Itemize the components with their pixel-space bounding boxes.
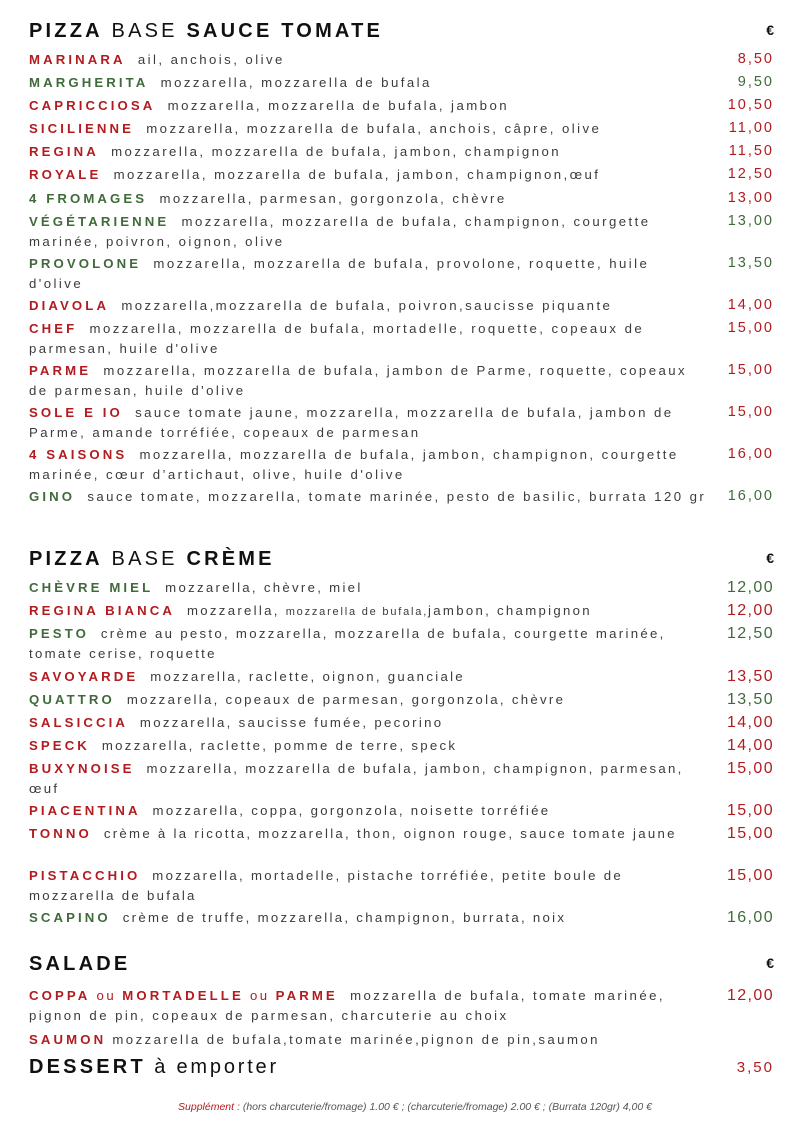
menu-item-buxynoise <box>29 759 774 798</box>
menu-item-salsiccia <box>29 713 774 733</box>
item-description: mozzarella, raclette, oignon, guanciale <box>150 669 465 684</box>
menu-item-pistacchio <box>29 866 774 905</box>
supplement-note <box>0 1101 800 1113</box>
item-text <box>29 690 709 710</box>
item-description: mozzarella, mortadelle, pistache torréfiée, petite boule de mozzarella de bufala <box>29 868 623 903</box>
item-text <box>29 824 709 844</box>
item-name: GINO <box>29 489 76 504</box>
item-name: VÉGÉTARIENNE <box>29 214 170 229</box>
menu-item-margherita <box>29 73 774 93</box>
item-price: 16,00 <box>727 488 774 504</box>
item-name: REGINA BIANCA <box>29 603 176 618</box>
item-description: mozzarella, saucisse fumée, pecorino <box>139 715 444 730</box>
item-text <box>29 759 709 798</box>
item-price: 16,00 <box>727 446 774 462</box>
item-name: PARME <box>29 363 92 378</box>
menu-item-4-saisons <box>29 445 774 484</box>
item-price: 15,00 <box>726 867 774 884</box>
menu-item-capricciosa <box>29 96 774 116</box>
item-text <box>29 578 709 598</box>
item-text <box>29 189 709 209</box>
item-price: 11,50 <box>728 143 774 159</box>
item-text <box>29 254 709 293</box>
title-pizza: PIZZA <box>29 548 103 570</box>
item-price: 12,00 <box>726 987 774 1004</box>
dessert-title-bold: DESSERT <box>29 1056 146 1078</box>
title-pizza: PIZZA <box>29 20 103 42</box>
menu-item-pesto <box>29 624 774 663</box>
menu-item-sicilienne <box>29 119 774 139</box>
item-text <box>29 908 709 928</box>
item-text <box>29 73 709 93</box>
item-price: 15,00 <box>726 760 774 777</box>
item-name: BUXYNOISE <box>29 761 135 776</box>
menu-item-4-fromages <box>29 189 774 209</box>
menu-item-piacentina <box>29 801 774 821</box>
item-price: 15,00 <box>726 825 774 842</box>
menu-item-chef <box>29 319 774 358</box>
item-text <box>29 1030 729 1050</box>
item-price: 13,50 <box>726 668 774 685</box>
item-text <box>29 319 709 358</box>
item-description: mozzarella, mozzarella de bufala, champignon, courgette marinée, poivron, oignon, olive <box>29 214 651 249</box>
item-description: sauce tomate jaune, mozzarella, mozzarella de bufala, jambon de Parme, amande torréfiée, copeaux de parmesan <box>29 405 674 440</box>
item-name: MORTADELLE <box>122 988 244 1003</box>
menu-item-provolone <box>29 254 774 293</box>
item-text <box>29 801 709 821</box>
dessert-row <box>29 1056 774 1079</box>
item-text <box>29 667 709 687</box>
item-name: CAPRICCIOSA <box>29 98 156 113</box>
title-base: BASE <box>111 548 178 570</box>
section-header-tomate <box>29 20 774 43</box>
item-description: mozzarella, mozzarella de bufala <box>160 75 432 90</box>
item-description: mozzarella, mozzarella de bufala, jambon de Parme, roquette, copeaux de parmesan, huile d'olive <box>29 363 688 398</box>
item-text <box>29 624 709 663</box>
menu-item-parme <box>29 361 774 400</box>
item-name: PISTACCHIO <box>29 868 141 883</box>
item-text <box>29 986 709 1025</box>
item-price: 10,50 <box>727 97 774 113</box>
item-text <box>29 361 709 400</box>
item-name: MARGHERITA <box>29 75 149 90</box>
item-name: SICILIENNE <box>29 121 135 136</box>
item-text <box>29 866 709 905</box>
item-name: PESTO <box>29 626 89 641</box>
item-text <box>29 50 709 70</box>
item-price: 9,50 <box>737 74 774 90</box>
item-price: 14,00 <box>726 737 774 754</box>
item-text <box>29 736 709 756</box>
item-name: SAUMON <box>29 1032 107 1047</box>
section-title <box>29 20 383 43</box>
section-header-creme <box>29 548 774 571</box>
menu-item-speck <box>29 736 774 756</box>
item-description: ail, anchois, olive <box>137 52 285 67</box>
menu-item-gino <box>29 487 774 507</box>
menu-item-salade-charcuterie <box>29 986 774 1025</box>
item-description: mozzarella de bufala,tomate marinée,pignon de pin,saumon <box>112 1032 600 1047</box>
item-description: mozzarella, mozzarella de bufala, anchois, câpre, olive <box>146 121 602 136</box>
item-description: mozzarella, mozzarella de bufala, jambon, champignon,œuf <box>113 167 601 182</box>
section-title <box>29 953 130 976</box>
item-text <box>29 296 709 316</box>
currency-label: € <box>766 550 774 566</box>
item-text <box>29 403 709 442</box>
item-name: TONNO <box>29 826 92 841</box>
item-text <box>29 601 709 623</box>
item-name: 4 SAISONS <box>29 447 128 462</box>
item-name: ROYALE <box>29 167 102 182</box>
section-title <box>29 548 275 571</box>
item-name: SCAPINO <box>29 910 111 925</box>
item-price: 14,00 <box>727 297 774 313</box>
item-text <box>29 445 709 484</box>
item-text <box>29 212 709 251</box>
title-creme: CRÈME <box>186 548 275 570</box>
dessert-price: 3,50 <box>736 1059 774 1076</box>
currency-label: € <box>766 955 774 971</box>
menu-item-saumon <box>29 1030 774 1050</box>
item-price: 12,50 <box>727 166 774 182</box>
item-description: mozzarella, mozzarella de bufala, provolone, roquette, huile d'olive <box>29 256 650 291</box>
item-price: 12,00 <box>726 579 774 596</box>
menu-item-quattro <box>29 690 774 710</box>
item-price: 16,00 <box>726 909 774 926</box>
item-text <box>29 487 709 507</box>
title-base: BASE <box>111 20 178 42</box>
item-price: 8,50 <box>737 51 774 67</box>
item-description: mozzarella, mozzarella de bufala, jambon, champignon <box>111 144 562 159</box>
menu-item-regina <box>29 142 774 162</box>
item-price: 13,50 <box>726 691 774 708</box>
item-name: COPPA <box>29 988 91 1003</box>
item-price: 15,00 <box>727 404 774 420</box>
item-name: MARINARA <box>29 52 126 67</box>
item-name: 4 FROMAGES <box>29 191 148 206</box>
item-name: REGINA <box>29 144 99 159</box>
currency-label: € <box>766 22 774 38</box>
item-description: mozzarella, raclette, pomme de terre, speck <box>101 738 458 753</box>
supplement-label: Supplément : <box>178 1101 240 1113</box>
menu-item-chevre-miel <box>29 578 774 598</box>
menu-item-scapino <box>29 908 774 928</box>
item-description: crème de truffe, mozzarella, champignon, burrata, noix <box>122 910 567 925</box>
item-name-connector: ou <box>96 988 117 1003</box>
item-name: PIACENTINA <box>29 803 141 818</box>
dessert-title <box>29 1056 279 1079</box>
item-price: 11,00 <box>728 120 774 136</box>
item-description: mozzarella de bufala, tomate marinée, pignon de pin, copeaux de parmesan, charcuterie au choix <box>29 988 666 1023</box>
item-name: CHEF <box>29 321 78 336</box>
item-price: 14,00 <box>726 714 774 731</box>
item-name: PARME <box>275 988 338 1003</box>
item-description: crème au pesto, mozzarella, mozzarella de bufala, courgette marinée, tomate cerise, roquette <box>29 626 666 661</box>
item-price: 13,00 <box>727 213 774 229</box>
item-description: sauce tomate, mozzarella, tomate marinée, pesto de basilic, burrata 120 gr <box>87 489 707 504</box>
title-salade: SALADE <box>29 953 131 975</box>
menu-item-savoyarde <box>29 667 774 687</box>
item-text <box>29 96 709 116</box>
item-description-small: mozzarella de bufala, <box>285 606 429 618</box>
item-text <box>29 165 709 185</box>
item-description: mozzarella, mozzarella de bufala, jambon, champignon, parmesan, œuf <box>29 761 684 796</box>
item-text <box>29 713 709 733</box>
item-description: crème à la ricotta, mozzarella, thon, oignon rouge, sauce tomate jaune <box>103 826 677 841</box>
item-name: QUATTRO <box>29 692 115 707</box>
item-description: mozzarella, parmesan, gorgonzola, chèvre <box>159 191 507 206</box>
item-name-connector: ou <box>249 988 270 1003</box>
item-price: 15,00 <box>727 320 774 336</box>
item-description: mozzarella, mozzarella de bufala, mortadelle, roquette, copeaux de parmesan, huile d'olive <box>29 321 645 356</box>
supplement-text: (hors charcuterie/fromage) 1.00 € ; (charcuterie/fromage) 2.00 € ; (Burrata 120gr) 4,00 € <box>239 1101 652 1113</box>
item-price: 13,00 <box>727 190 774 206</box>
section-header-salade <box>29 953 774 976</box>
item-price: 13,50 <box>727 255 774 271</box>
item-price: 15,00 <box>726 802 774 819</box>
menu-item-marinara <box>29 50 774 70</box>
title-sauce-tomate: SAUCE TOMATE <box>186 20 384 42</box>
item-description: mozzarella, chèvre, miel <box>165 580 363 595</box>
item-name: SPECK <box>29 738 90 753</box>
item-description: mozzarella, mozzarella de bufala, jambon <box>167 98 510 113</box>
item-description: jambon, champignon <box>428 603 592 618</box>
menu-item-diavola <box>29 296 774 316</box>
item-name: SALSICCIA <box>29 715 128 730</box>
item-text <box>29 142 709 162</box>
item-description: mozzarella, <box>186 603 280 618</box>
item-description: mozzarella, coppa, gorgonzola, noisette torréfiée <box>152 803 551 818</box>
item-name: CHÈVRE MIEL <box>29 580 154 595</box>
item-name: SOLE E IO <box>29 405 123 420</box>
item-name: PROVOLONE <box>29 256 142 271</box>
item-price: 15,00 <box>727 362 774 378</box>
item-description: mozzarella, copeaux de parmesan, gorgonzola, chèvre <box>126 692 566 707</box>
item-name: SAVOYARDE <box>29 669 139 684</box>
menu-item-tonno <box>29 824 774 844</box>
menu-item-sole-e-io <box>29 403 774 442</box>
item-description: mozzarella,mozzarella de bufala, poivron,saucisse piquante <box>121 298 613 313</box>
item-description: mozzarella, mozzarella de bufala, jambon, champignon, courgette marinée, cœur d’artichaut, olive, huile d'olive <box>29 447 679 482</box>
dessert-title-rest: à emporter <box>154 1056 279 1078</box>
item-price: 12,50 <box>726 625 774 642</box>
menu-item-royale <box>29 165 774 185</box>
menu-item-vegetarienne <box>29 212 774 251</box>
menu-item-regina-bianca <box>29 601 774 623</box>
item-text <box>29 119 709 139</box>
item-name: DIAVOLA <box>29 298 110 313</box>
item-price: 12,00 <box>726 602 774 619</box>
